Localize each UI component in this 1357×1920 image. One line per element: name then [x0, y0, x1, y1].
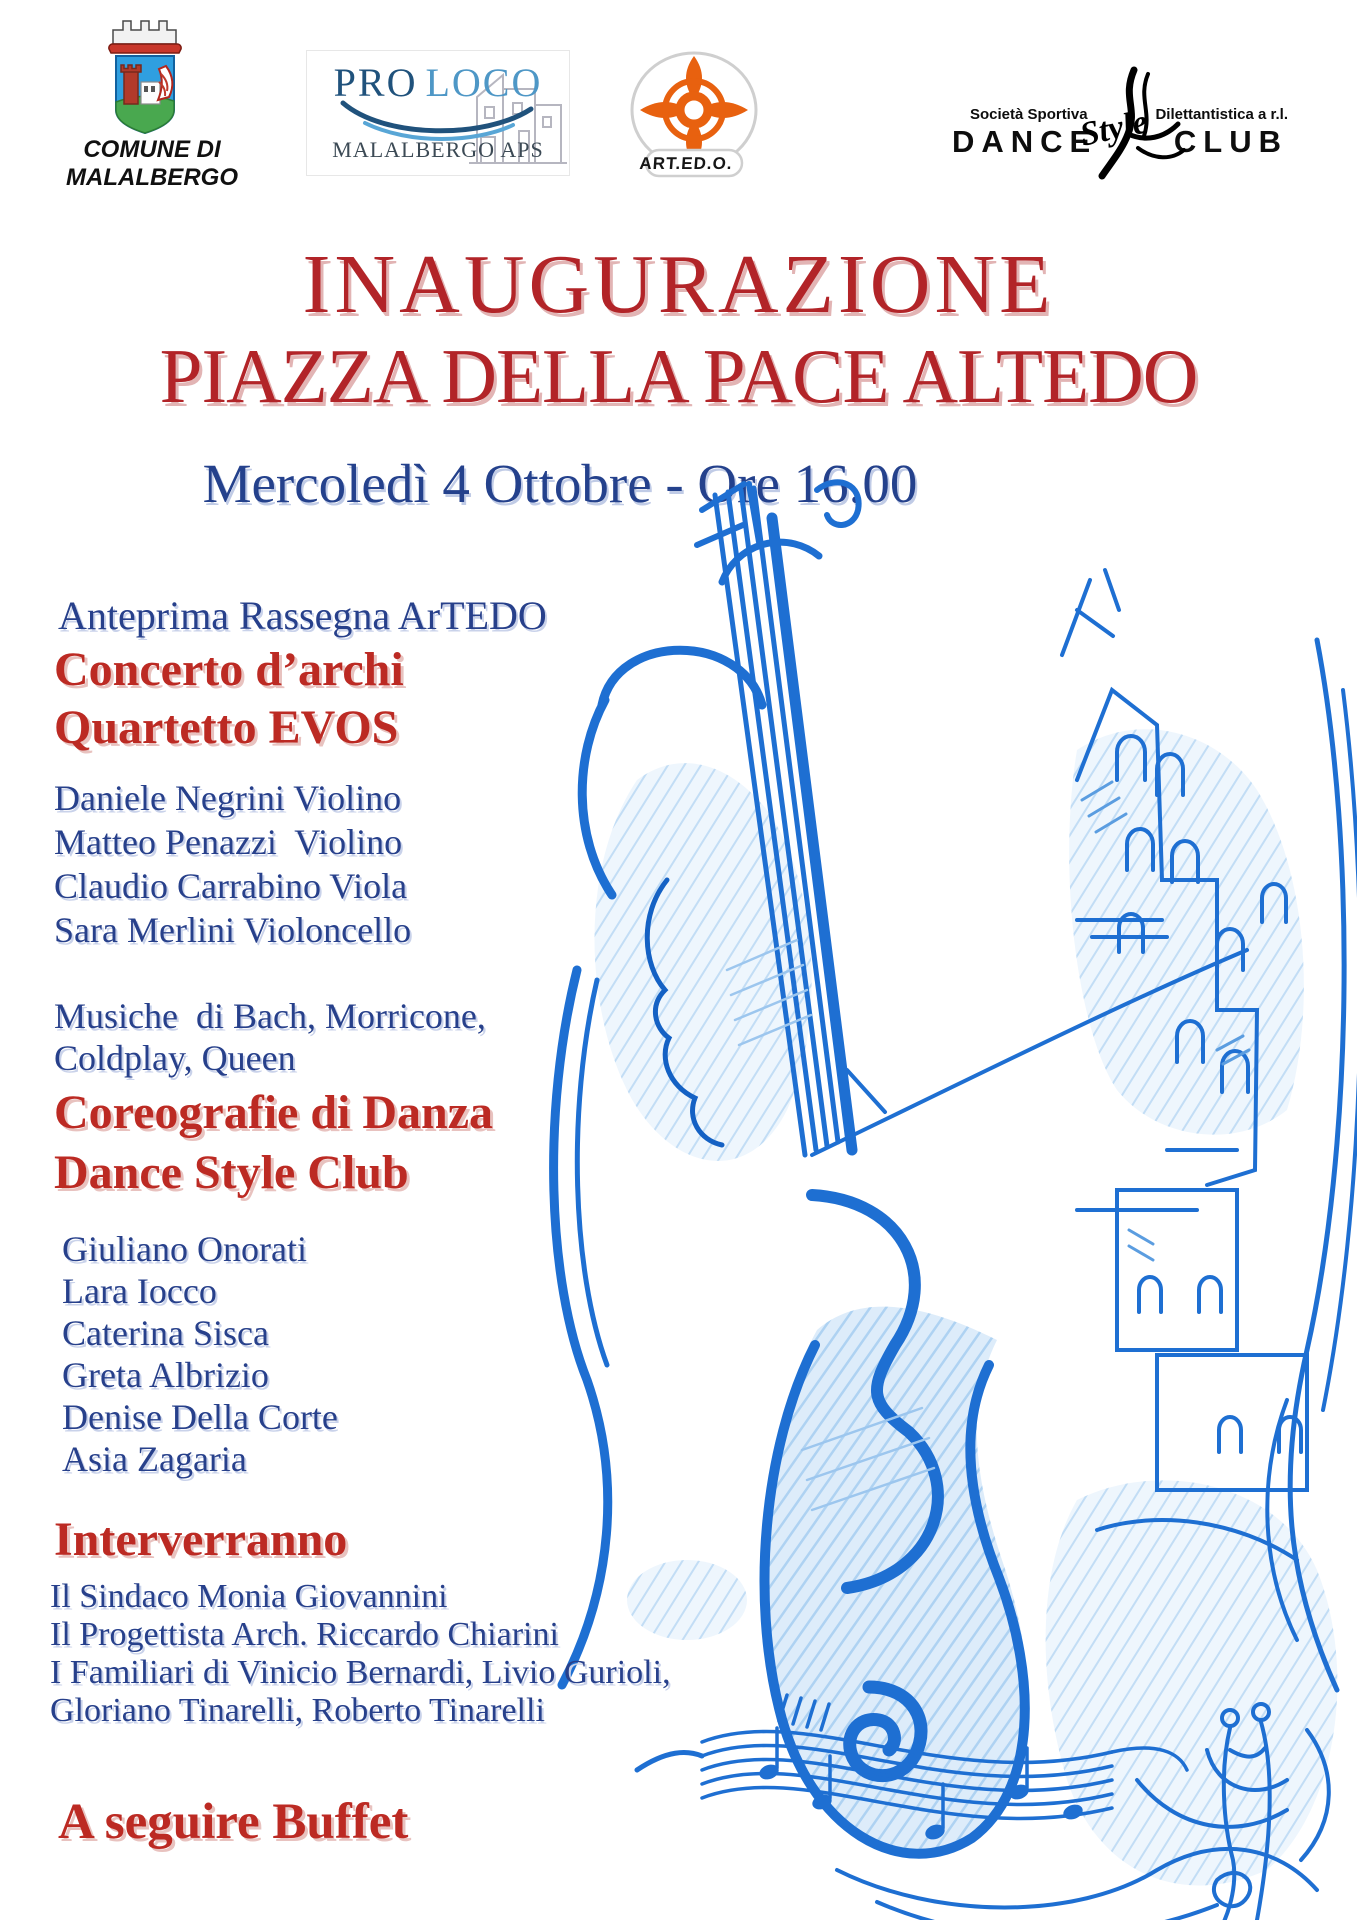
comune-caption: COMUNE DI MALALBERGO: [66, 136, 238, 191]
musicians-list: [54, 776, 411, 952]
proloco-logo: [306, 50, 570, 176]
guests-list: [50, 1578, 671, 1730]
music-program: [54, 995, 486, 1079]
guests-heading: Interverranno: [54, 1513, 348, 1566]
svg-text:ART.ED.O.: ART.ED.O.: [638, 154, 734, 173]
guest: Il Progettista Arch. Riccardo Chiarini: [50, 1616, 559, 1653]
closing-note: A seguire Buffet: [58, 1794, 409, 1850]
musician: Daniele Negrini Violino: [54, 778, 402, 818]
dancer: Caterina Sisca: [62, 1313, 269, 1353]
musician: Sara Merlini Violoncello: [54, 910, 412, 950]
guest: Gloriano Tinarelli, Roberto Tinarelli: [50, 1692, 545, 1729]
poster-title-line2: PIAZZA DELLA PACE ALTEDO: [159, 333, 1198, 419]
dance-logo-small-text: Società Sportiva Dilettantistica a r.l.: [970, 106, 1288, 123]
poster-title-line1: INAUGURAZIONE: [302, 238, 1055, 331]
dancer: Asia Zagaria: [62, 1439, 247, 1479]
proloco-subtitle: MALALBERGO APS: [332, 137, 544, 162]
choreography-heading-line1: Coreografie di Danza: [54, 1086, 494, 1139]
dancer: Greta Albrizio: [62, 1355, 269, 1395]
dancer: Giuliano Onorati: [62, 1229, 307, 1269]
dancer: Lara Iocco: [62, 1271, 217, 1311]
anteprima-heading: Anteprima Rassegna ArTEDO: [58, 593, 547, 638]
dance-logo-style-script: Style: [1076, 103, 1151, 154]
proloco-swoosh-icon: [335, 99, 540, 141]
guest: Il Sindaco Monia Giovannini: [50, 1578, 448, 1615]
dance-logo-wordmark: DANCE CLUB: [952, 124, 1288, 159]
music-line: Coldplay, Queen: [54, 1038, 296, 1078]
proloco-wordmark: PRO LOCO: [333, 60, 543, 105]
music-line: Musiche di Bach, Morricone,: [54, 996, 486, 1036]
concert-title-line1: Concerto d’archi: [54, 643, 404, 696]
dancers-list: [62, 1228, 338, 1480]
event-datetime: Mercoledì 4 Ottobre - Ore 16.00: [202, 453, 918, 514]
choreography-heading-line2: Dance Style Club: [54, 1146, 409, 1199]
concert-title-line2: Quartetto EVOS: [54, 701, 399, 754]
dancer: Denise Della Corte: [62, 1397, 338, 1437]
musician: Claudio Carrabino Viola: [54, 866, 408, 906]
comune-crest-icon: [88, 8, 203, 138]
guest: I Familiari di Vinicio Bernardi, Livio Gurioli,: [50, 1654, 671, 1691]
musician: Matteo Penazzi Violino: [54, 822, 403, 862]
artedo-logo: [628, 50, 760, 182]
dance-style-club-logo: [952, 68, 1288, 193]
